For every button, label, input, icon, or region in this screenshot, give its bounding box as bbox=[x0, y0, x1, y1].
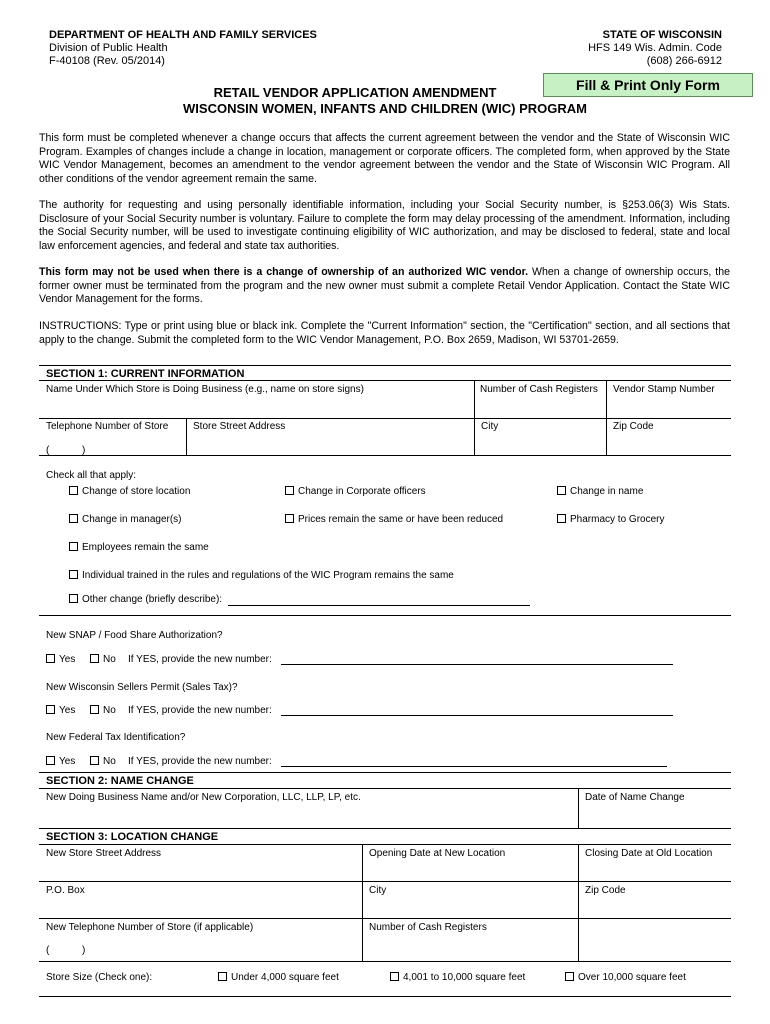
checkbox-label: Over 10,000 square feet bbox=[578, 972, 686, 983]
section3-title: SECTION 3: LOCATION CHANGE bbox=[46, 831, 219, 843]
sellers-permit-question: New Wisconsin Sellers Permit (Sales Tax)? bbox=[46, 682, 238, 693]
new-zip-field[interactable]: Zip Code bbox=[585, 885, 626, 896]
area-code-close: ) bbox=[82, 445, 86, 456]
checkbox-label: Under 4,000 square feet bbox=[231, 972, 339, 983]
checkbox-box[interactable] bbox=[69, 486, 78, 495]
checkbox-box[interactable] bbox=[46, 705, 55, 714]
checkbox-change-in-name[interactable] bbox=[557, 486, 643, 497]
federal-tax-question: New Federal Tax Identification? bbox=[46, 732, 186, 743]
checkbox-label: Yes bbox=[59, 654, 76, 665]
fill-print-only-button[interactable]: Fill & Print Only Form bbox=[543, 73, 753, 97]
divider bbox=[39, 418, 731, 419]
fedtax-yes-checkbox[interactable] bbox=[46, 756, 75, 767]
checkbox-box[interactable] bbox=[565, 972, 574, 981]
cash-registers-field[interactable]: Number of Cash Registers bbox=[480, 384, 598, 395]
checkbox-box[interactable] bbox=[218, 972, 227, 981]
vendor-stamp-field[interactable]: Vendor Stamp Number bbox=[613, 384, 715, 395]
other-change-input[interactable] bbox=[228, 605, 530, 606]
checkbox-box[interactable] bbox=[46, 654, 55, 663]
divider bbox=[578, 788, 579, 828]
checkbox-label: Other change (briefly describe): bbox=[82, 594, 223, 605]
admin-code: HFS 149 Wis. Admin. Code bbox=[588, 42, 722, 54]
size-over-10000-checkbox[interactable] bbox=[565, 972, 686, 983]
checkbox-box[interactable] bbox=[557, 514, 566, 523]
new-business-name-field[interactable]: New Doing Business Name and/or New Corporation, LLC, LLP, LP, etc. bbox=[46, 792, 361, 803]
sellers-if-yes-label: If YES, provide the new number: bbox=[128, 705, 272, 716]
checkbox-label: Employees remain the same bbox=[82, 542, 209, 553]
checkbox-pharmacy-to-grocery[interactable] bbox=[557, 514, 664, 525]
divider bbox=[39, 455, 731, 456]
divider bbox=[39, 918, 731, 919]
divider bbox=[362, 844, 363, 961]
checkbox-label: Yes bbox=[59, 756, 76, 767]
checkbox-label: 4,001 to 10,000 square feet bbox=[403, 972, 526, 983]
division-name: Division of Public Health bbox=[49, 42, 168, 54]
checkbox-box[interactable] bbox=[90, 654, 99, 663]
checkbox-label: Yes bbox=[59, 705, 76, 716]
divider bbox=[39, 828, 731, 829]
checkbox-label: No bbox=[103, 654, 116, 665]
authority-paragraph: The authority for requesting and using personally identifiable information, including your Social Security number, is §253.06(3) Wis Stats. Disclosure of your Social Security number is voluntary. Failure to complete the form may delay processing of the amendment. Information, including the Social Security number, will be used to investigate continuing eligibility of WIC authorization, and may be disclosed to federal, state and local law enforcement agencies, and federal and state tax authorities. bbox=[39, 199, 730, 252]
area-code-close: ) bbox=[82, 945, 86, 956]
telephone-field[interactable]: Telephone Number of Store bbox=[46, 421, 169, 432]
checkbox-other-change[interactable] bbox=[69, 594, 222, 605]
area-code-open: ( bbox=[46, 945, 50, 956]
checkbox-label: No bbox=[103, 756, 116, 767]
checkbox-box[interactable] bbox=[69, 514, 78, 523]
checkbox-box[interactable] bbox=[46, 756, 55, 765]
po-box-field[interactable]: P.O. Box bbox=[46, 885, 85, 896]
new-telephone-field[interactable]: New Telephone Number of Store (if applicable) bbox=[46, 922, 254, 933]
checkbox-label: Change in Corporate officers bbox=[298, 486, 426, 497]
section2-title: SECTION 2: NAME CHANGE bbox=[46, 775, 194, 787]
checkbox-individual-trained[interactable] bbox=[69, 570, 454, 581]
new-street-address-field[interactable]: New Store Street Address bbox=[46, 848, 162, 859]
checkbox-prices-same[interactable] bbox=[285, 514, 503, 525]
checkbox-label: Pharmacy to Grocery bbox=[570, 514, 665, 525]
intro-paragraph: This form must be completed whenever a change occurs that affects the current agreement between the vendor and the State of Wisconsin WIC Program. Examples of changes include a change in location, management or corporate officers. The completed form, when approved by the State WIC Vendor Management, becomes an amendment to the vendor agreement between the vendor and the State of Wisconsin WIC Program. All other conditions of the vendor agreement remain the same. bbox=[39, 132, 730, 185]
checkbox-label: Change in name bbox=[570, 486, 644, 497]
new-cash-registers-field[interactable]: Number of Cash Registers bbox=[369, 922, 487, 933]
size-under-4000-checkbox[interactable] bbox=[218, 972, 339, 983]
snap-number-input[interactable] bbox=[281, 664, 673, 665]
checkbox-box[interactable] bbox=[557, 486, 566, 495]
checkbox-label: Change in manager(s) bbox=[82, 514, 182, 525]
checkbox-employees-same[interactable] bbox=[69, 542, 209, 553]
divider bbox=[39, 961, 731, 962]
instructions-paragraph: INSTRUCTIONS: Type or print using blue or black ink. Complete the "Current Information" section, the "Certification" section, and all sections that apply to the change. Submit the completed form to the WIC Vendor Management, P.O. Box 2659, Madison, WI 53701-2659. bbox=[39, 320, 730, 346]
divider bbox=[578, 844, 579, 961]
divider bbox=[39, 615, 731, 616]
divider bbox=[474, 418, 475, 455]
fedtax-no-checkbox[interactable] bbox=[90, 756, 116, 767]
snap-no-checkbox[interactable] bbox=[90, 654, 116, 665]
checkbox-box[interactable] bbox=[285, 514, 294, 523]
checkbox-box[interactable] bbox=[90, 756, 99, 765]
fedtax-number-input[interactable] bbox=[281, 766, 667, 767]
ownership-text: When a change of ownership occurs, the former owner must be terminated from the program and the new owner must submit a complete Retail Vendor Application. Contact the State WIC Vendor Management for the forms. bbox=[39, 266, 730, 305]
checkbox-box[interactable] bbox=[390, 972, 399, 981]
divider bbox=[39, 772, 731, 773]
phone-number: (608) 266-6912 bbox=[646, 55, 722, 67]
area-code-open: ( bbox=[46, 445, 50, 456]
snap-question: New SNAP / Food Share Authorization? bbox=[46, 630, 223, 641]
department-name: DEPARTMENT OF HEALTH AND FAMILY SERVICES bbox=[49, 29, 317, 41]
street-address-field[interactable]: Store Street Address bbox=[193, 421, 286, 432]
checkbox-label: Change of store location bbox=[82, 486, 191, 497]
new-city-field[interactable]: City bbox=[369, 885, 387, 896]
divider bbox=[39, 996, 731, 997]
divider bbox=[39, 788, 731, 789]
snap-if-yes-label: If YES, provide the new number: bbox=[128, 654, 272, 665]
checkbox-label: Individual trained in the rules and regulations of the WIC Program remains the same bbox=[82, 570, 454, 581]
divider bbox=[474, 380, 475, 418]
snap-yes-checkbox[interactable] bbox=[46, 654, 75, 665]
fedtax-if-yes-label: If YES, provide the new number: bbox=[128, 756, 272, 767]
sellers-no-checkbox[interactable] bbox=[90, 705, 116, 716]
checkbox-label: No bbox=[103, 705, 116, 716]
checkbox-change-managers[interactable] bbox=[69, 514, 182, 525]
checkbox-box[interactable] bbox=[90, 705, 99, 714]
checkbox-box[interactable] bbox=[69, 594, 78, 603]
ownership-paragraph bbox=[39, 266, 730, 307]
name-change-date-field[interactable]: Date of Name Change bbox=[585, 792, 685, 803]
state-name: STATE OF WISCONSIN bbox=[602, 29, 722, 41]
section1-title: SECTION 1: CURRENT INFORMATION bbox=[46, 368, 245, 380]
sellers-yes-checkbox[interactable] bbox=[46, 705, 75, 716]
form-title: RETAIL VENDOR APPLICATION AMENDMENT bbox=[213, 85, 497, 100]
form-number: F-40108 (Rev. 05/2014) bbox=[49, 55, 165, 67]
store-size-label: Store Size (Check one): bbox=[46, 972, 153, 983]
checkbox-change-corporate-officers[interactable] bbox=[285, 486, 426, 497]
zip-field[interactable]: Zip Code bbox=[613, 421, 654, 432]
program-title: WISCONSIN WOMEN, INFANTS AND CHILDREN (WIC) PROGRAM bbox=[183, 101, 587, 116]
checkbox-box[interactable] bbox=[285, 486, 294, 495]
divider bbox=[39, 881, 731, 882]
size-4001-10000-checkbox[interactable] bbox=[390, 972, 525, 983]
divider bbox=[39, 365, 731, 366]
divider bbox=[39, 380, 731, 381]
divider bbox=[186, 418, 187, 455]
checkbox-label: Prices remain the same or have been reduced bbox=[298, 514, 504, 525]
checkbox-box[interactable] bbox=[69, 542, 78, 551]
checkbox-change-store-location[interactable] bbox=[69, 486, 190, 497]
checkbox-box[interactable] bbox=[69, 570, 78, 579]
store-name-field[interactable]: Name Under Which Store is Doing Business (e.g., name on store signs) bbox=[46, 384, 364, 395]
city-field[interactable]: City bbox=[481, 421, 499, 432]
opening-date-field[interactable]: Opening Date at New Location bbox=[369, 848, 506, 859]
ownership-warning: This form may not be used when there is a change of ownership of an authorized WIC vendor. bbox=[39, 266, 529, 278]
closing-date-field[interactable]: Closing Date at Old Location bbox=[585, 848, 713, 859]
divider bbox=[39, 844, 731, 845]
check-all-label: Check all that apply: bbox=[46, 470, 137, 481]
sellers-number-input[interactable] bbox=[281, 715, 673, 716]
